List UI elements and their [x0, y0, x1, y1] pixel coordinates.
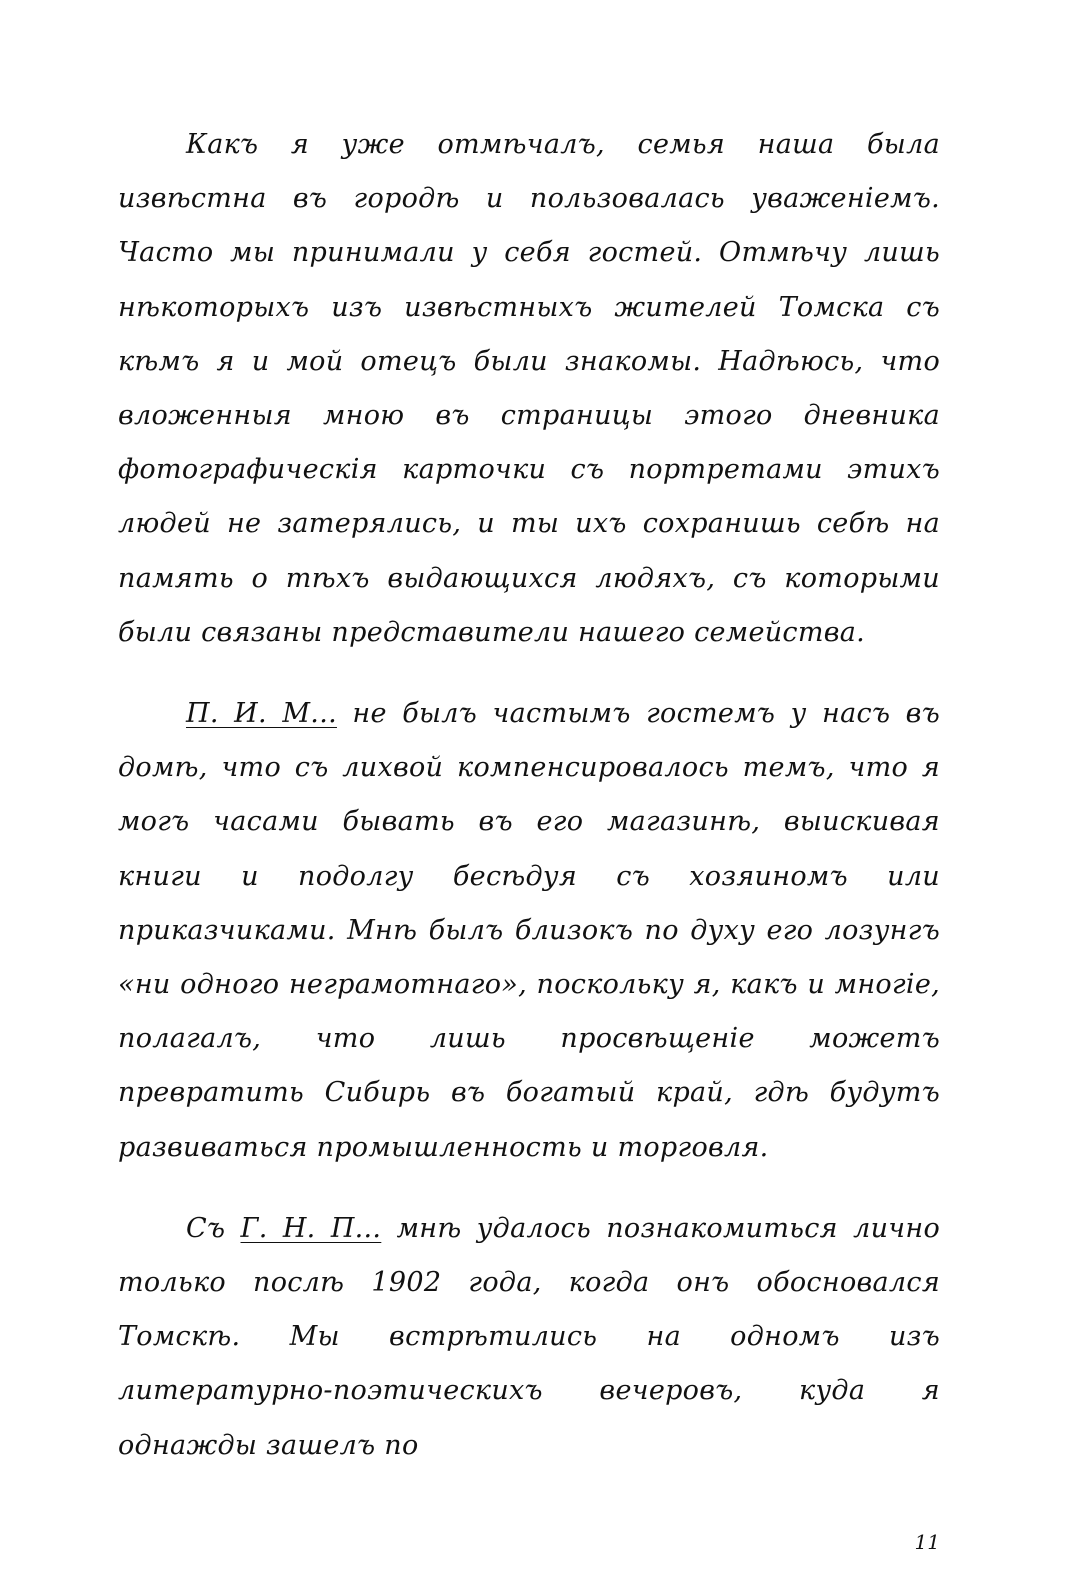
page-number: 11: [914, 1530, 940, 1554]
paragraph-3-text: мнѣ удалось познакомиться лично только послѣ 1902 года, когда онъ обосновался Томскѣ. Мы встрѣтились на одномъ изъ литературно-поэтическихъ вечеровъ, куда я однажды зашелъ по: [118, 1212, 940, 1461]
paragraph-2: [118, 687, 940, 1175]
paragraph-3: [118, 1202, 940, 1473]
paragraph-1-text: Какъ я уже отмѣчалъ, семья наша была извѣстна въ городѣ и пользовалась уваженіемъ. Часто мы принимали у себя гостей. Отмѣчу лишь нѣкоторыхъ изъ извѣстныхъ жителей Томска съ кѣмъ я и мой отецъ были знакомы. Надѣюсь, что вложенныя мною въ страницы этого дневника фотографическія карточки съ портретами этихъ людей не затерялись, и ты ихъ сохранишь себѣ на память о тѣхъ выдающихся людяхъ, съ которыми были связаны представители нашего семейства.: [118, 129, 940, 648]
name-initials-pim: П. И. М...: [186, 698, 337, 730]
name-initials-gnp: Г. Н. П...: [240, 1212, 382, 1244]
paragraph-gap: [118, 660, 940, 687]
paragraph-1: [118, 118, 940, 660]
paragraph-2-text: не былъ частымъ гостемъ у насъ въ домѣ, что съ лихвой компенсировалось темъ, что я могъ часами бывать въ его магазинѣ, выискивая книги и подолгу бесѣдуя съ хозяиномъ или приказчиками. Мнѣ былъ близокъ по духу его лозунгъ «ни одного неграмотнаго», поскольку я, какъ и многіе, полагалъ, что лишь просвѣщеніе можетъ превратить Сибирь въ богатый край, гдѣ будутъ развиваться промышленность и торговля.: [118, 698, 940, 1163]
paragraph-gap: [118, 1175, 940, 1202]
paragraph-3-lead: Съ: [186, 1212, 241, 1244]
body-text: [118, 118, 940, 1473]
